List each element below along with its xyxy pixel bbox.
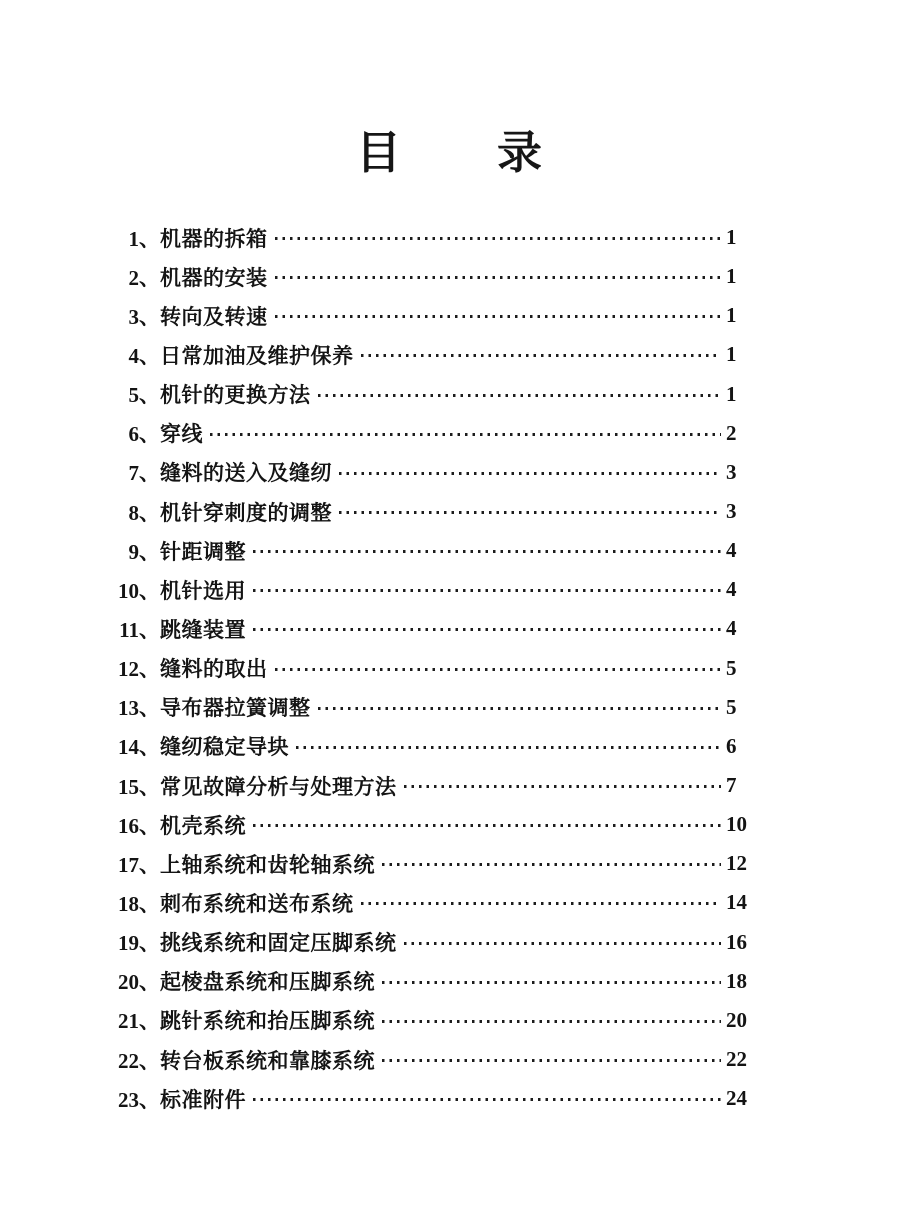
dot-leader <box>361 902 722 905</box>
toc-entry-page-number: 1 <box>726 264 737 289</box>
toc-entry-number: 22、 <box>118 1048 160 1073</box>
toc-entry-row <box>112 727 760 766</box>
toc-entry-page-number: 12 <box>726 851 747 876</box>
toc-entry-row <box>112 649 760 688</box>
toc-entry-page-number: 16 <box>726 929 747 954</box>
toc-entry-row <box>112 688 760 727</box>
toc-entry-title: 刺布系统和送布系统 <box>160 891 354 916</box>
toc-entry-title: 上轴系统和齿轮轴系统 <box>160 852 375 877</box>
toc-entry-page-number: 10 <box>726 812 747 837</box>
toc-entry-number: 17、 <box>118 852 160 877</box>
toc-entry-title: 机器的拆箱 <box>160 226 268 251</box>
toc-entry-number: 8、 <box>128 500 160 525</box>
toc-entry-title: 缝料的送入及缝纫 <box>160 461 332 486</box>
toc-entry-page-number: 4 <box>726 616 737 641</box>
toc-entry-row <box>112 1079 760 1118</box>
toc-entry-number: 18、 <box>118 891 160 916</box>
dot-leader <box>275 315 722 318</box>
toc-entry-number: 7、 <box>128 461 160 486</box>
toc-entry-page-number: 5 <box>726 694 737 719</box>
toc-entry-page-number: 18 <box>726 968 747 993</box>
toc-entry-page-number: 1 <box>726 342 737 367</box>
toc-entry-number: 11、 <box>119 617 160 642</box>
toc-entry-number: 16、 <box>118 813 160 838</box>
dot-leader <box>404 785 722 788</box>
dot-leader <box>382 1020 721 1023</box>
toc-entry-page-number: 1 <box>726 303 737 328</box>
dot-leader <box>275 276 722 279</box>
toc-entry-row <box>112 218 760 257</box>
toc-entry-page-number: 4 <box>726 538 737 563</box>
toc-entry-number: 20、 <box>118 970 160 995</box>
page-title: 目 录 <box>355 128 544 178</box>
toc-entry-number: 4、 <box>128 343 160 368</box>
dot-leader <box>382 981 721 984</box>
dot-leader <box>210 433 721 436</box>
toc-entry-row <box>112 531 760 570</box>
toc-entry-title: 标准附件 <box>160 1087 246 1112</box>
toc-entry-page-number: 2 <box>726 420 737 445</box>
toc-entry-number: 13、 <box>118 696 160 721</box>
toc-entry-number: 10、 <box>118 578 160 603</box>
toc-entry-row <box>112 844 760 883</box>
dot-leader <box>253 589 721 592</box>
toc-entry-number: 9、 <box>128 539 160 564</box>
toc-entry-row <box>112 609 760 648</box>
toc-entry-title: 挑线系统和固定压脚系统 <box>160 931 397 956</box>
dot-leader <box>275 237 722 240</box>
dot-leader <box>253 824 721 827</box>
toc-entry-row <box>112 570 760 609</box>
dot-leader <box>275 668 722 671</box>
toc-entry-page-number: 4 <box>726 577 737 602</box>
toc-entry-page-number: 3 <box>726 459 737 484</box>
toc-list <box>112 218 760 1118</box>
dot-leader <box>296 746 721 749</box>
toc-entry-title: 导布器拉簧调整 <box>160 696 311 721</box>
toc-entry-title: 机针选用 <box>160 578 246 603</box>
toc-entry-number: 15、 <box>118 774 160 799</box>
toc-entry-page-number: 14 <box>726 890 747 915</box>
toc-entry-row <box>112 1001 760 1040</box>
toc-entry-row <box>112 962 760 1001</box>
toc-entry-row <box>112 296 760 335</box>
toc-entry-number: 23、 <box>118 1087 160 1112</box>
toc-entry-number: 5、 <box>128 383 160 408</box>
toc-entry-row <box>112 923 760 962</box>
toc-entry-row <box>112 766 760 805</box>
dot-leader <box>253 628 721 631</box>
toc-entry-title: 转台板系统和靠膝系统 <box>160 1048 375 1073</box>
toc-entry-title: 机针的更换方法 <box>160 383 311 408</box>
toc-entry-title: 针距调整 <box>160 539 246 564</box>
dot-leader <box>361 354 722 357</box>
toc-entry-page-number: 20 <box>726 1007 747 1032</box>
dot-leader <box>339 472 721 475</box>
toc-entry-title: 机器的安装 <box>160 265 268 290</box>
toc-entry-title: 缝纫稳定导块 <box>160 735 289 760</box>
toc-entry-page-number: 24 <box>726 1086 747 1111</box>
toc-entry-number: 19、 <box>118 931 160 956</box>
toc-entry-number: 21、 <box>118 1009 160 1034</box>
toc-entry-page-number: 1 <box>726 225 737 250</box>
toc-entry-title: 机针穿刺度的调整 <box>160 500 332 525</box>
toc-entry-row <box>112 335 760 374</box>
toc-entry-title: 机壳系统 <box>160 813 246 838</box>
toc-entry-title: 起棱盘系统和压脚系统 <box>160 970 375 995</box>
toc-entry-title: 常见故障分析与处理方法 <box>160 774 397 799</box>
toc-entry-page-number: 22 <box>726 1047 747 1072</box>
toc-entry-row <box>112 453 760 492</box>
dot-leader <box>382 863 721 866</box>
toc-entry-title: 穿线 <box>160 422 203 447</box>
toc-entry-page-number: 7 <box>726 773 737 798</box>
toc-entry-row <box>112 375 760 414</box>
toc-entry-title: 跳缝装置 <box>160 617 246 642</box>
toc-entry-row <box>112 414 760 453</box>
toc-entry-number: 2、 <box>128 265 160 290</box>
dot-leader <box>339 511 721 514</box>
toc-entry-title: 转向及转速 <box>160 304 268 329</box>
toc-entry-row <box>112 257 760 296</box>
toc-entry-row <box>112 805 760 844</box>
toc-entry-title: 跳针系统和抬压脚系统 <box>160 1009 375 1034</box>
toc-entry-number: 1、 <box>128 226 160 251</box>
toc-entry-row <box>112 883 760 922</box>
toc-entry-number: 12、 <box>118 657 160 682</box>
toc-entry-number: 3、 <box>128 304 160 329</box>
toc-entry-number: 6、 <box>128 422 160 447</box>
dot-leader <box>318 394 722 397</box>
dot-leader <box>253 550 721 553</box>
dot-leader <box>318 707 722 710</box>
toc-entry-number: 14、 <box>118 735 160 760</box>
toc-entry-row <box>112 492 760 531</box>
toc-entry-title: 缝料的取出 <box>160 657 268 682</box>
toc-entry-row <box>112 1040 760 1079</box>
dot-leader <box>404 942 722 945</box>
toc-entry-page-number: 5 <box>726 655 737 680</box>
dot-leader <box>382 1059 721 1062</box>
toc-entry-title: 日常加油及维护保养 <box>160 343 354 368</box>
dot-leader <box>253 1098 721 1101</box>
toc-entry-page-number: 1 <box>726 381 737 406</box>
toc-entry-page-number: 3 <box>726 499 737 524</box>
toc-entry-page-number: 6 <box>726 733 737 758</box>
